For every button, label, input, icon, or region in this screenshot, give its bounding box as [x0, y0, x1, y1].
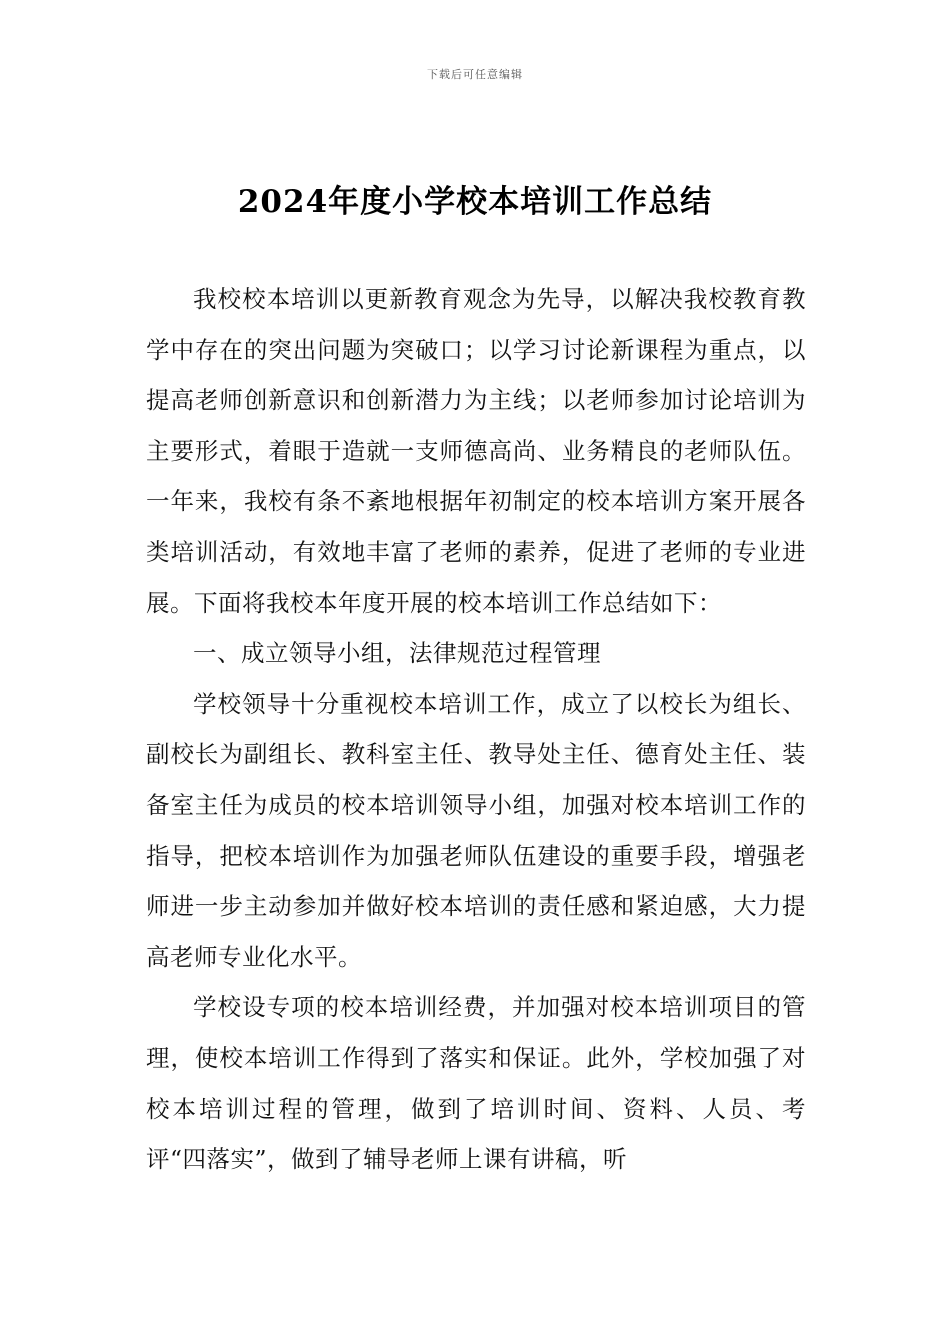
paragraph-leadership: 学校领导十分重视校本培训工作，成立了以校长为组长、副校长为副组长、教科室主任、教导处主任、德育处主任、装备室主任为成员的校本培训领导小组，加强对校本培训工作的指导，把校本培训作为加强老师队伍建设的重要手段，增强老师进一步主动参加并做好校本培训的责任感和紧迫感，大力提高老师专业化水平。	[146, 689, 806, 971]
document-body	[146, 274, 806, 1185]
paragraph-funding: 学校设专项的校本培训经费，并加强对校本培训项目的管理，使校本培训工作得到了落实和保证。此外，学校加强了对校本培训过程的管理，做到了培训时间、资料、人员、考评“四落实”，做到了辅导老师上课有讲稿，听	[146, 993, 806, 1174]
paragraph-intro: 我校校本培训以更新教育观念为先导，以解决我校教育教学中存在的突出问题为突破口；以学习讨论新课程为重点，以提高老师创新意识和创新潜力为主线；以老师参加讨论培训为主要形式，着眼于造就一支师德高尚、业务精良的老师队伍。一年来，我校有条不紊地根据年初制定的校本培训方案开展各类培训活动，有效地丰富了老师的素养，促进了老师的专业进展。下面将我校本年度开展的校本培训工作总结如下：	[146, 285, 806, 617]
header-note: 下载后可任意编辑	[427, 68, 523, 81]
section-heading-1: 一、成立领导小组，法律规范过程管理	[193, 639, 601, 668]
document-title: 2024年度小学校本培训工作总结	[237, 184, 713, 220]
